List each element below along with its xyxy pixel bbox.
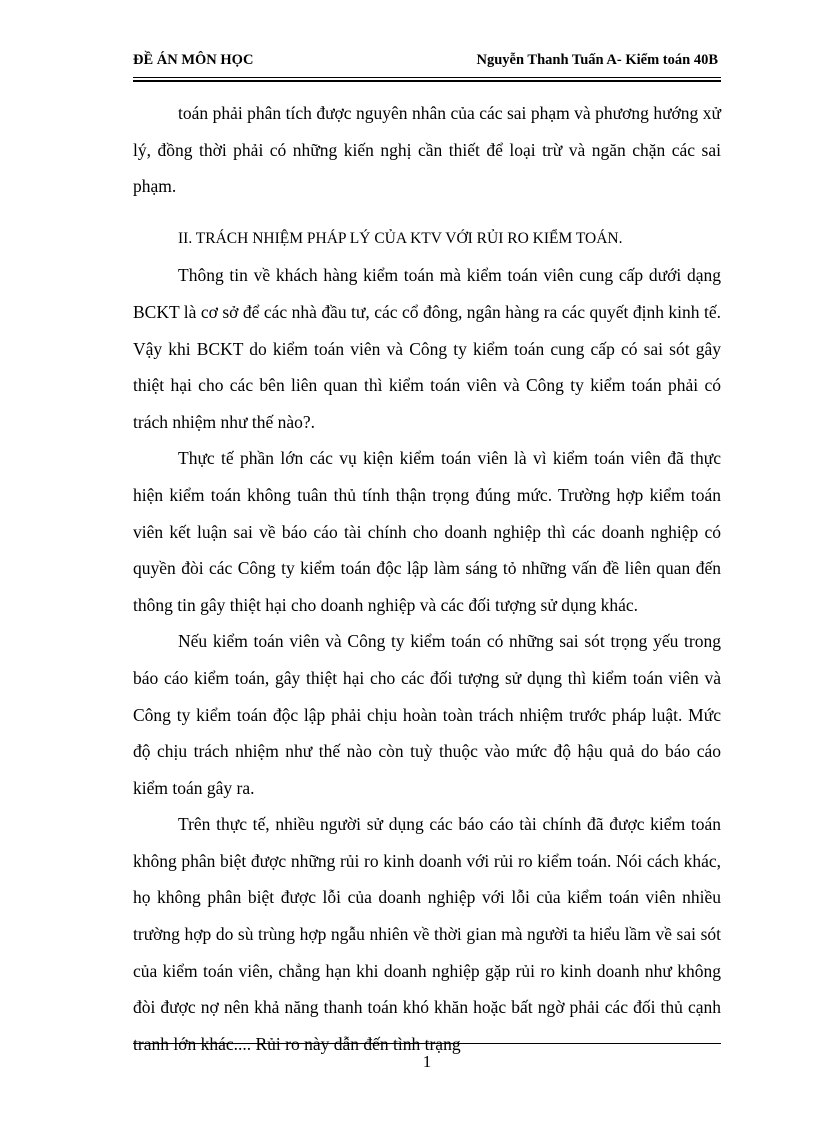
- paragraph: Thực tế phần lớn các vụ kiện kiểm toán viên là vì kiểm toán viên đã thực hiện kiểm toán không tuân thủ tính thận trọng đúng mức. Trường hợp kiểm toán viên kết luận sai về báo cáo tài chính cho doanh nghiệp thì các doanh nghiệp có quyền đòi các Công ty kiểm toán độc lập làm sáng tỏ những vấn đề liên quan đến thông tin gây thiệt hại cho doanh nghiệp và các đối tượng sử dụng khác.: [133, 448, 721, 615]
- section-heading: II. TRÁCH NHIỆM PHÁP LÝ CỦA KTV VỚI RỦI RO KIỂM TOÁN.: [178, 229, 623, 247]
- course-title: ĐỀ ÁN MÔN HỌC: [133, 52, 254, 68]
- paragraph: Nếu kiểm toán viên và Công ty kiểm toán có những sai sót trọng yếu trong báo cáo kiểm toán, gây thiệt hại cho các đối tượng sử dụng thì kiểm toán viên và Công ty kiểm toán độc lập phải chịu hoàn toàn trách nhiệm trước pháp luật. Mức độ chịu trách nhiệm như thế nào còn tuỳ thuộc vào mức độ hậu quả do báo cáo kiểm toán gây ra.: [133, 631, 721, 798]
- footer-divider: [133, 1043, 721, 1044]
- header-divider-thick: [133, 80, 721, 82]
- document-body: [133, 95, 721, 1062]
- page-header: [133, 52, 721, 74]
- paragraph: Thông tin về khách hàng kiểm toán mà kiểm toán viên cung cấp dưới dạng BCKT là cơ sở để các nhà đầu tư, các cổ đông, ngân hàng ra các quyết định kinh tế. Vậy khi BCKT do kiểm toán viên và Công ty kiểm toán cung cấp có sai sót gây thiệt hại cho các bên liên quan thì kiểm toán viên và Công ty kiểm toán phải có trách nhiệm như thế nào?.: [133, 265, 721, 432]
- paragraph: Trên thực tế, nhiều người sử dụng các báo cáo tài chính đã được kiểm toán không phân biệt được những rủi ro kinh doanh với rủi ro kiểm toán. Nói cách khác, họ không phân biệt được lỗi của doanh nghiệp với lỗi của kiểm toán viên nhiều trường hợp do sù trùng hợp ngẫu nhiên về thời gian mà người ta hiểu lầm về sai sót của kiểm toán viên, chẳng hạn khi doanh nghiệp gặp rủi ro kinh doanh như không đòi được nợ nên khả năng thanh toán khó khăn hoặc bất ngờ phải các đối thủ cạnh tranh lớn khác.... Rủi ro này dẫn đến tình trạng: [133, 814, 721, 1054]
- paragraph-continued: toán phải phân tích được nguyên nhân của các sai phạm và phương hướng xử lý, đồng thời phải có những kiến nghị cần thiết để loại trừ và ngăn chặn các sai phạm.: [133, 103, 721, 197]
- header-divider: [133, 77, 721, 78]
- page-number: 1: [422, 1052, 432, 1071]
- author-info: Nguyễn Thanh Tuấn A- Kiểm toán 40B: [476, 52, 718, 68]
